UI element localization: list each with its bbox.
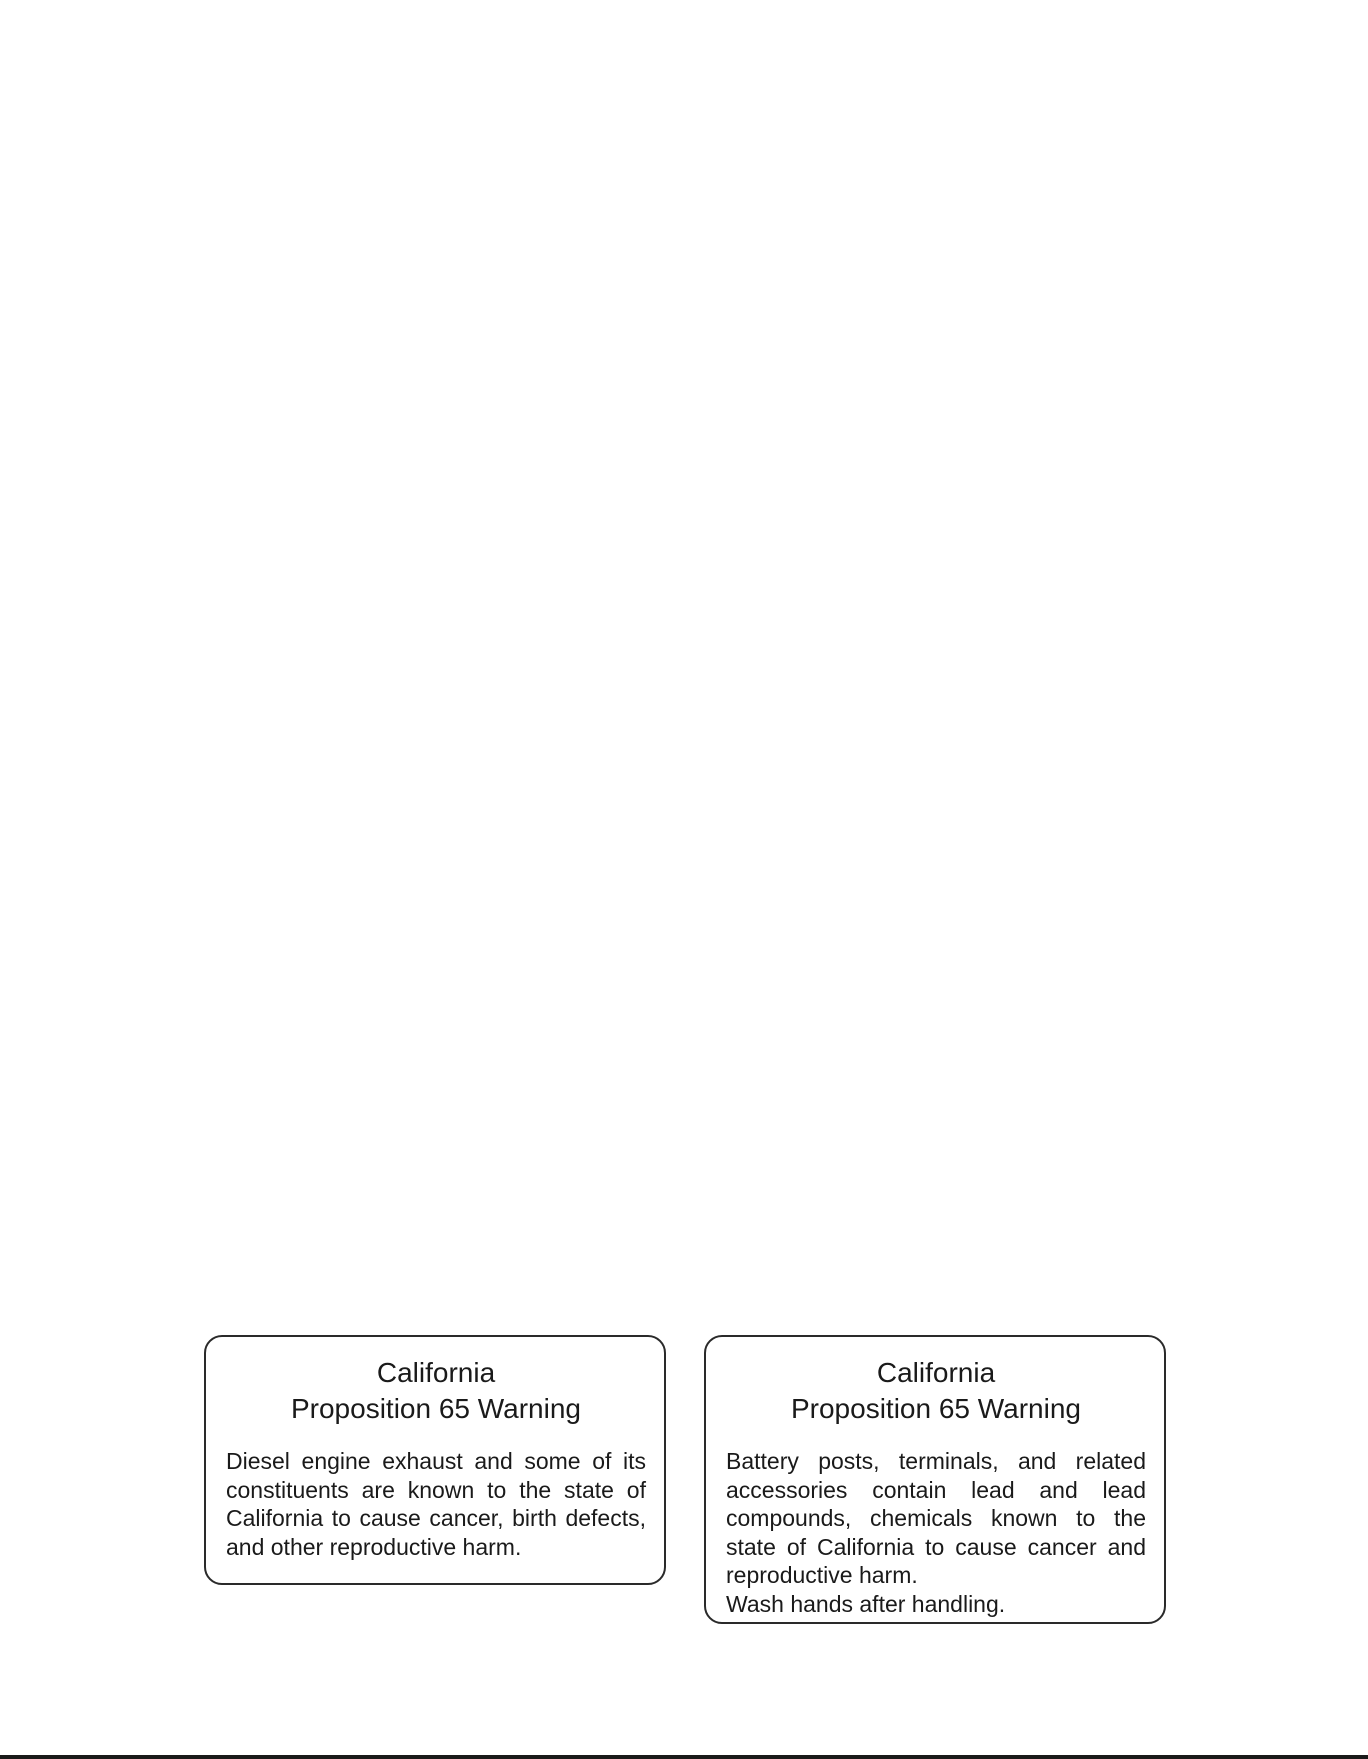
page-bottom-rule <box>0 1755 1368 1759</box>
warning-body-text: Battery posts, terminals, and related accessories contain lead and lead compounds, chemicals known to the state of California to cause cancer and reproductive harm. <box>726 1448 1146 1588</box>
warning-body <box>226 1447 646 1561</box>
warning-title <box>726 1355 1146 1427</box>
warning-title-line1: California <box>876 1357 996 1388</box>
prop65-warning-battery-lead <box>704 1335 1166 1624</box>
warning-body <box>726 1447 1146 1618</box>
warning-body-text: Diesel engine exhaust and some of its constituents are known to the state of California to cause cancer, birth defects, and other reproductive harm. <box>226 1448 646 1560</box>
warning-title-line2: Proposition 65 Warning <box>290 1393 581 1424</box>
warning-body-extra: Wash hands after handling. <box>726 1590 1006 1617</box>
warning-title-line1: California <box>376 1357 496 1388</box>
warning-title <box>226 1355 646 1427</box>
prop65-warning-diesel-exhaust <box>204 1335 666 1585</box>
warning-title-line2: Proposition 65 Warning <box>790 1393 1081 1424</box>
